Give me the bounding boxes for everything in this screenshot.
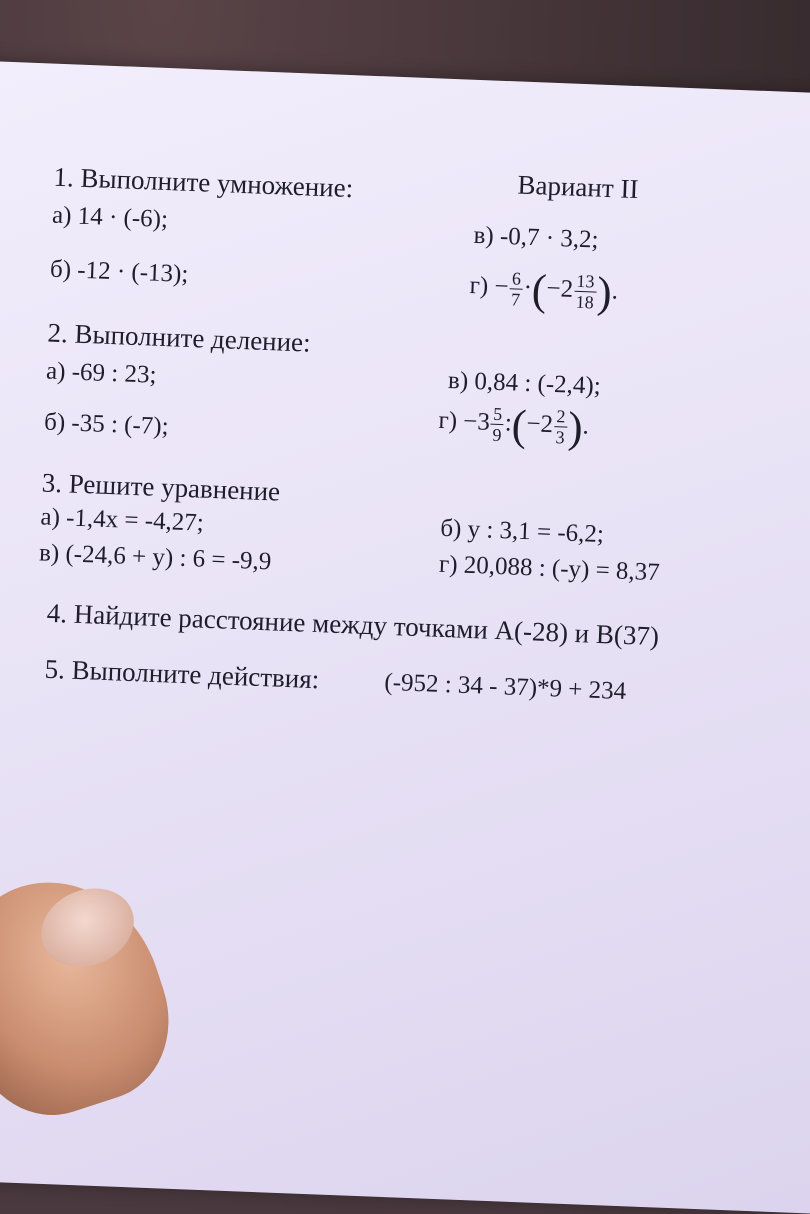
multiply-sign: ·	[523, 274, 533, 302]
fraction-denominator: 18	[575, 291, 595, 313]
paren-open: (	[530, 265, 548, 315]
fraction-numerator: 2	[554, 406, 568, 427]
paren-open: (	[510, 400, 528, 450]
fraction-numerator: 6	[510, 268, 524, 289]
task1-v: в) -0,7 · 3,2;	[473, 221, 600, 254]
task5-title: 5. Выполните действия:	[44, 653, 320, 695]
task1-g-fraction2	[573, 271, 597, 313]
paren-close: )	[596, 267, 613, 318]
task2-g	[437, 397, 589, 454]
task2-g-prefix: г) −3	[438, 406, 491, 436]
task2-b: б) -35 : (-7);	[43, 408, 170, 441]
fraction-denominator: 7	[510, 289, 521, 310]
task1-g-prefix: г) −	[469, 271, 510, 301]
task2-g-whole: −2	[525, 410, 554, 439]
fraction-numerator: 13	[574, 271, 597, 293]
task3-b: б) y : 3,1 = -6,2;	[439, 514, 605, 549]
task1-g	[469, 262, 619, 319]
variant-label: Вариант II	[517, 169, 640, 205]
task1-a: а) 14 · (-6);	[51, 201, 169, 234]
fraction-denominator: 3	[555, 427, 565, 448]
task1-g-fraction1	[509, 268, 524, 309]
task3-title: 3. Решите уравнение	[41, 467, 281, 507]
task2-g-fraction2	[553, 406, 568, 447]
fraction-denominator: 9	[492, 424, 502, 446]
task4-text: 4. Найдите расстояние между точками А(-28) и В(37)	[46, 597, 660, 652]
divide-sign: :	[504, 409, 513, 437]
task1-g-whole: −2	[546, 274, 574, 303]
task2-title: 2. Выполните деление:	[47, 317, 312, 358]
period: .	[611, 277, 619, 305]
task1-b: б) -12 · (-13);	[49, 255, 189, 288]
period: .	[582, 412, 590, 440]
task3-a: а) -1,4x = -4,27;	[40, 503, 205, 537]
task3-v: в) (-24,6 + y) : 6 = -9,9	[38, 539, 272, 576]
task2-g-fraction1	[490, 404, 505, 445]
task3-g: г) 20,088 : (-y) = 8,37	[438, 550, 661, 587]
paren-close: )	[567, 402, 584, 453]
task2-v: в) 0,84 : (-2,4);	[447, 366, 602, 400]
task1-title: 1. Выполните умножение:	[53, 161, 354, 204]
fraction-numerator: 5	[491, 404, 505, 425]
task5-expression: (-952 : 34 - 37)*9 + 234	[383, 668, 627, 706]
task2-a: а) -69 : 23;	[45, 357, 157, 389]
